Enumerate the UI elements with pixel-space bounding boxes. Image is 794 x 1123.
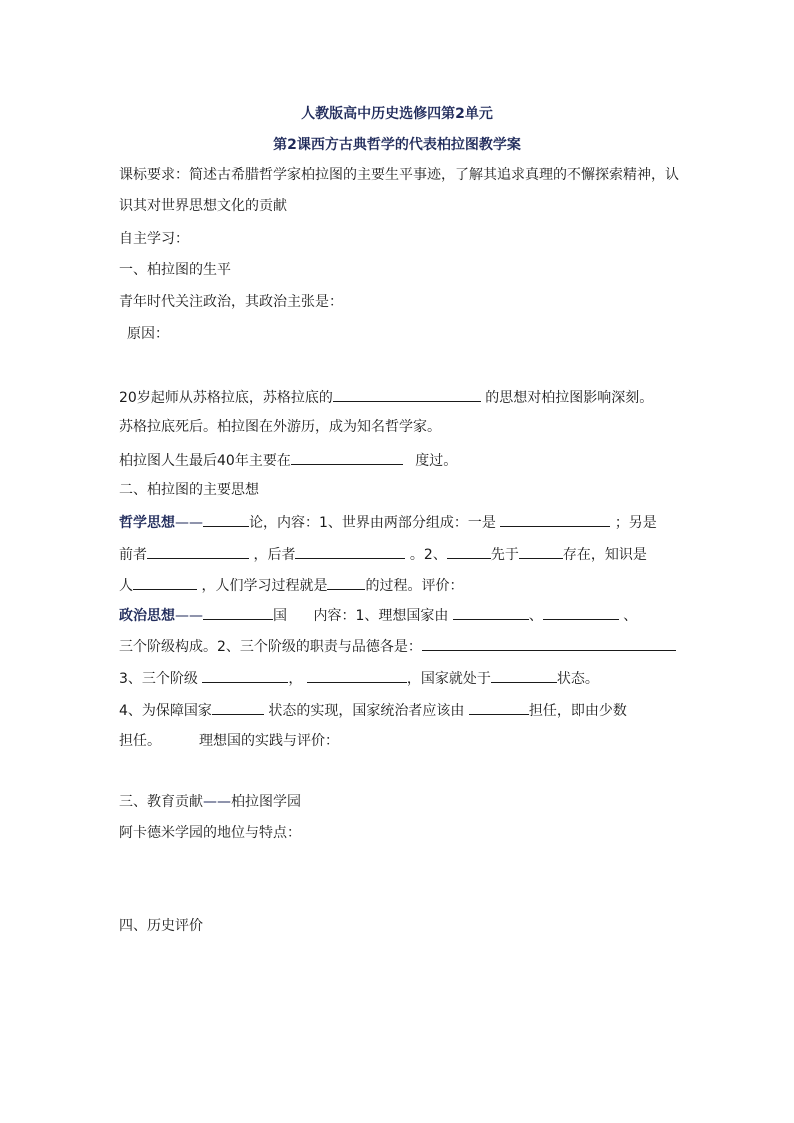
blank-socrates-idea[interactable] — [333, 386, 481, 402]
dash-mark-2: —— — [175, 608, 203, 624]
politics-text-k: 状态的实现，国家统治者应该由 — [268, 703, 465, 719]
blank-classes-b[interactable] — [307, 667, 407, 683]
dash-mark: —— — [175, 515, 203, 531]
self-study-heading: 自主学习： — [119, 231, 189, 247]
blank-world-part-1[interactable] — [500, 511, 610, 527]
standard-line-2: 识其对世界思想文化的贡献 — [119, 198, 287, 214]
politics-line-4 — [119, 699, 679, 721]
blank-class-2[interactable] — [543, 604, 619, 620]
politics-text-l: 担任，即由少数 — [528, 703, 627, 719]
section-3-heading — [119, 792, 679, 812]
philosophy-text-i: ，人们学习过程就是 — [201, 578, 328, 594]
philosophy-line-2 — [119, 543, 679, 565]
politics-line-3 — [119, 667, 679, 689]
politics-line-1 — [119, 604, 679, 626]
blank-former[interactable] — [147, 543, 249, 559]
politics-text-e: 三个阶级构成。2、三个阶级的职责与品德各是： — [119, 639, 422, 655]
politics-text-m: 担任。 — [119, 733, 161, 749]
philosophy-line-3 — [119, 574, 679, 596]
blank-class-1[interactable] — [453, 604, 529, 620]
teacher-text-b: 的思想对柏拉图影响深刻。 — [485, 390, 654, 406]
teacher-line — [119, 386, 679, 408]
teacher-text-a: 20岁起师从苏格拉底，苏格拉底的 — [119, 390, 333, 406]
section-3-text-a: 三、教育贡献 — [119, 794, 203, 810]
politics-line-2 — [119, 635, 679, 657]
politics-text-h: ，国家就处于 — [406, 671, 491, 687]
dash-mark-3: —— — [203, 794, 231, 810]
philosophy-text-f: 先于 — [490, 547, 519, 563]
last-years-text-a: 柏拉图人生最后40年主要在 — [119, 453, 291, 469]
politics-text-n: 理想国的实践与评价： — [199, 733, 339, 749]
philosophy-text-a: 论，内容：1、世界由两部分组成：一是 — [249, 515, 496, 531]
philosophy-label: 哲学思想 — [119, 515, 175, 531]
blank-classes-a[interactable] — [202, 667, 288, 683]
blank-guarantee[interactable] — [212, 699, 264, 715]
politics-text-j: 4、为保障国家 — [119, 703, 212, 719]
philosophy-text-g: 存在，知识是 — [562, 547, 647, 563]
philosophy-text-e: 。2、 — [409, 547, 447, 563]
philosophy-line-1 — [119, 511, 679, 533]
politics-text-d: 、 — [623, 608, 638, 624]
politics-text-f: 3、三个阶级 — [119, 671, 198, 687]
youth-politics-line: 青年时代关注政治，其政治主张是： — [119, 294, 343, 310]
academy-line: 阿卡德米学园的地位与特点： — [119, 825, 301, 841]
section-3-text-b: 柏拉图学园 — [231, 794, 301, 810]
blank-last-years-place[interactable] — [291, 449, 403, 465]
section-4-heading: 四、历史评价 — [119, 918, 203, 934]
blank-rulers[interactable] — [469, 699, 529, 715]
philosophy-text-h: 人 — [119, 578, 133, 594]
politics-text-i: 状态。 — [556, 671, 599, 687]
politics-line-5 — [119, 731, 679, 751]
standard-line-1: 课标要求：简述古希腊哲学家柏拉图的主要生平事迹，了解其追求真理的不懈探索精神，认 — [119, 167, 679, 183]
philosophy-text-d: ，后者 — [253, 547, 296, 563]
politics-text-c: 、 — [528, 608, 543, 624]
blank-state-name[interactable] — [203, 604, 273, 620]
blank-latter[interactable] — [295, 543, 405, 559]
blank-duties-virtues[interactable] — [422, 635, 676, 651]
politics-text-a: 国 — [273, 608, 287, 624]
page-subtitle: 第2课西方古典哲学的代表柏拉图教学案 — [273, 137, 521, 153]
page-title: 人教版高中历史选修四第2单元 — [301, 106, 493, 122]
reason-line: 原因： — [127, 326, 169, 342]
philosophy-text-c: 前者 — [119, 547, 147, 563]
blank-prior-1[interactable] — [447, 543, 491, 559]
politics-label: 政治思想 — [119, 608, 175, 624]
last-years-line — [119, 449, 679, 471]
section-1-heading: 一、柏拉图的生平 — [119, 262, 231, 278]
blank-knowledge[interactable] — [133, 574, 197, 590]
philosophy-text-b: ；另是 — [614, 515, 657, 531]
blank-prior-2[interactable] — [519, 543, 563, 559]
last-years-text-b: 度过。 — [415, 453, 458, 469]
blank-learning[interactable] — [327, 574, 365, 590]
blank-theory-name[interactable] — [203, 511, 249, 527]
socrates-death-line: 苏格拉底死后。柏拉图在外游历，成为知名哲学家。 — [119, 419, 441, 435]
politics-text-g: ， — [288, 671, 303, 687]
politics-text-b: 内容：1、理想国家由 — [313, 608, 449, 624]
blank-state-condition[interactable] — [491, 667, 557, 683]
philosophy-text-j: 的过程。评价： — [365, 578, 464, 594]
section-2-heading: 二、柏拉图的主要思想 — [119, 482, 259, 498]
